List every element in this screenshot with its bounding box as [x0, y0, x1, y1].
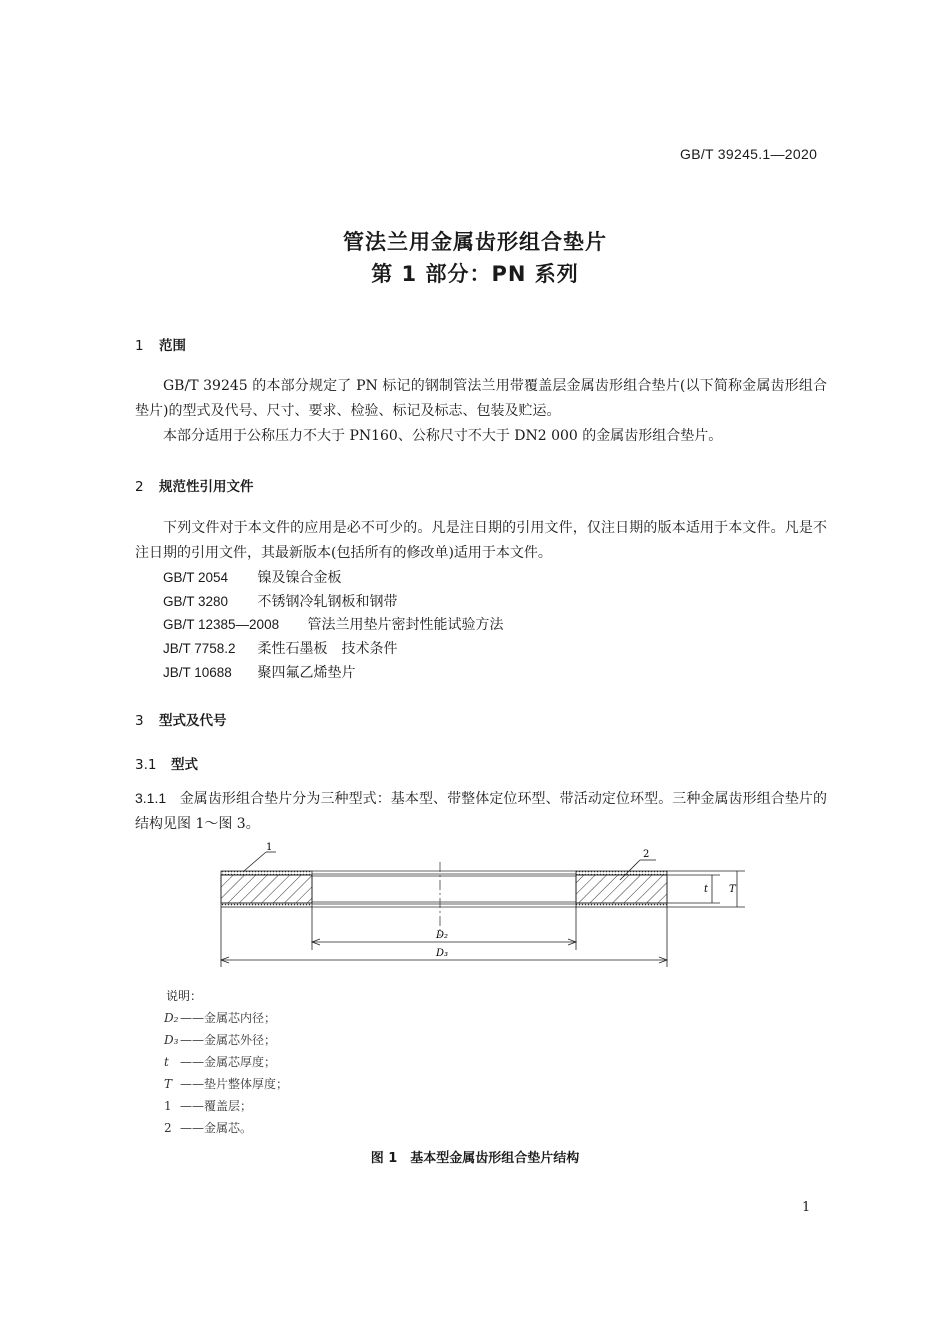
legend-symbol: 1 — [164, 1099, 172, 1113]
legend-item — [164, 1075, 288, 1092]
legend-item — [164, 1009, 276, 1026]
reference-name: 镍及镍合金板 — [257, 570, 342, 586]
legend-symbol: D₃ — [164, 1033, 179, 1047]
legend-item — [164, 1119, 252, 1136]
figure-1-caption: 图 1 基本型金属齿形组合垫片结构 — [370, 1151, 580, 1166]
reference-name: 不锈钢冷轧钢板和钢带 — [257, 594, 398, 610]
legend-text: ——金属芯外径； — [180, 1033, 277, 1047]
gasket-right-section — [576, 871, 667, 907]
reference-name: 聚四氟乙烯垫片 — [257, 665, 356, 681]
legend-item — [164, 1053, 276, 1070]
reference-code: JB/T 7758.2 — [163, 641, 236, 656]
dim-T-label: T — [729, 884, 736, 895]
title-main: 管法兰用金属齿形组合垫片 — [343, 230, 607, 254]
reference-code: GB/T 3280 — [163, 594, 229, 609]
legend-text: ——垫片整体厚度； — [180, 1077, 289, 1091]
legend-symbol: t — [164, 1055, 169, 1069]
section-3-1-number: 3.1 — [135, 757, 157, 773]
gasket-left-section — [221, 871, 312, 907]
callout-1-label: 1 — [266, 842, 273, 853]
reference-code: GB/T 12385—2008 — [163, 617, 280, 632]
page-number: 1 — [802, 1200, 811, 1215]
legend-symbol: T — [164, 1077, 173, 1091]
section-2-heading — [135, 475, 254, 495]
section-1-title: 范围 — [159, 338, 186, 354]
legend-item — [164, 1031, 276, 1048]
section-3-1-1-text: 金属齿形组合垫片分为三种型式：基本型、带整体定位环型、带活动定位环型。三种金属齿形组合垫片的结构见图 1～图 3。 — [135, 791, 827, 832]
section-2-title: 规范性引用文件 — [159, 479, 254, 495]
legend-text: ——覆盖层； — [180, 1099, 253, 1113]
callout-1-leader — [244, 852, 266, 871]
reference-item — [163, 614, 503, 634]
gasket-middle-lines — [312, 871, 576, 907]
dim-d2-label: D₂ — [436, 930, 449, 941]
legend-text: ——金属芯厚度； — [180, 1055, 277, 1069]
section-2-number: 2 — [135, 479, 144, 495]
dim-d2-line — [312, 907, 576, 950]
legend-text: ——金属芯。 — [180, 1121, 253, 1135]
reference-item — [163, 638, 397, 658]
reference-code: JB/T 10688 — [163, 665, 232, 680]
section-3-1-heading — [135, 753, 198, 773]
reference-item — [163, 591, 397, 611]
section-1-number: 1 — [135, 338, 144, 354]
section-1-paragraph-2: 本部分适用于公称压力不大于 PN160、公称尺寸不大于 DN2 000 的金属齿形组合垫片。 — [163, 428, 723, 444]
reference-item — [163, 662, 355, 682]
dim-d3-label: D₃ — [436, 948, 449, 959]
section-3-1-1-paragraph — [135, 786, 827, 837]
standard-code: GB/T 39245.1—2020 — [680, 146, 818, 162]
section-3-1-title: 型式 — [171, 757, 198, 773]
section-3-1-1-number: 3.1.1 — [135, 790, 167, 806]
dim-t-label: t — [704, 884, 709, 895]
legend-title: 说明： — [166, 989, 203, 1003]
legend-item — [164, 1097, 252, 1114]
reference-name: 柔性石墨板 技术条件 — [257, 641, 398, 657]
section-2-paragraph: 下列文件对于本文件的应用是必不可少的。凡是注日期的引用文件，仅注日期的版本适用于本文件。凡是不注日期的引用文件，其最新版本(包括所有的修改单)适用于本文件。 — [135, 520, 827, 561]
legend-symbol: 2 — [164, 1121, 172, 1135]
legend-text: ——金属芯内径； — [180, 1011, 277, 1025]
reference-code: GB/T 2054 — [163, 570, 229, 585]
section-3-heading — [135, 709, 227, 729]
section-1-heading — [135, 334, 186, 354]
section-1-paragraph-1: GB/T 39245 的本部分规定了 PN 标记的钢制管法兰用带覆盖层金属齿形组合垫片(以下简称金属齿形组合垫片)的型式及代号、尺寸、要求、检验、标记及标志、包装及贮运。 — [135, 378, 827, 419]
figure-1-diagram — [200, 840, 760, 970]
legend-symbol: D₂ — [164, 1011, 179, 1025]
title-sub: 第 1 部分：PN 系列 — [371, 262, 579, 286]
callout-2-label: 2 — [643, 849, 650, 860]
section-3-title: 型式及代号 — [159, 713, 227, 729]
reference-name: 管法兰用垫片密封性能试验方法 — [307, 617, 504, 633]
reference-item — [163, 567, 341, 587]
section-3-number: 3 — [135, 713, 144, 729]
